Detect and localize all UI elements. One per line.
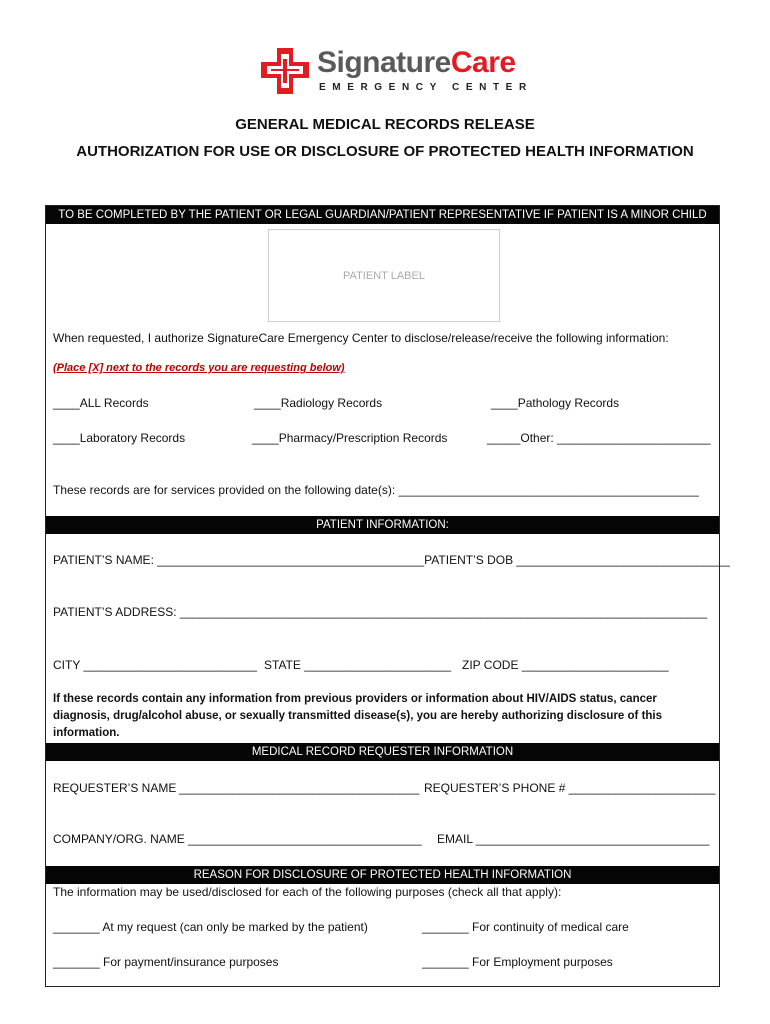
service-dates-field[interactable]: These records are for services provided on the following date(s): _____________________________________________ <box>53 483 699 497</box>
purpose-at-my-request[interactable]: _______ At my request (can only be marked by the patient) <box>53 920 368 934</box>
section-header-patient-info: PATIENT INFORMATION: <box>46 516 719 534</box>
patient-name-dob-field[interactable]: PATIENT’S NAME: ________________________________________PATIENT’S DOB ________________________________ <box>53 553 730 567</box>
company-name-field[interactable]: COMPANY/ORG. NAME ___________________________________ <box>53 832 422 846</box>
red-cross-icon <box>259 46 311 96</box>
authorization-statement: When requested, I authorize SignatureCare Emergency Center to disclose/release/receive the following information: <box>53 331 669 345</box>
section-header-disclosure-reason: REASON FOR DISCLOSURE OF PROTECTED HEALTH INFORMATION <box>46 866 719 884</box>
all-records-field[interactable]: ____ALL Records <box>53 396 149 410</box>
signaturecare-logo <box>259 46 533 98</box>
document-subtitle: AUTHORIZATION FOR USE OR DISCLOSURE OF PROTECTED HEALTH INFORMATION <box>76 143 694 160</box>
patient-label-box <box>268 229 500 322</box>
pharmacy-records-field[interactable]: ____Pharmacy/Prescription Records <box>252 431 448 445</box>
sensitive-info-disclosure-note: If these records contain any information from previous providers or information about HIV/AIDS status, cancer diagnosis, drug/alcohol abuse, or sexually transmitted disease(s), you are hereby authorizing disclosure of this information. <box>53 693 663 739</box>
logo-wordmark <box>317 46 516 80</box>
purpose-employment[interactable]: _______ For Employment purposes <box>422 955 613 969</box>
requester-name-label: REQUESTER’S NAME <box>53 781 177 795</box>
purpose-continuity-of-care[interactable]: _______ For continuity of medical care <box>422 920 629 934</box>
section-header-completion: TO BE COMPLETED BY THE PATIENT OR LEGAL GUARDIAN/PATIENT REPRESENTATIVE IF PATIENT IS A MINOR CHILD <box>46 206 719 224</box>
purpose-payment-insurance[interactable]: _______ For payment/insurance purposes <box>53 955 279 969</box>
logo-brand-care: Care <box>450 46 516 79</box>
requester-name-field[interactable]: ____________________________________ <box>179 781 420 795</box>
email-field[interactable]: EMAIL ___________________________________ <box>437 832 710 846</box>
document-title: GENERAL MEDICAL RECORDS RELEASE <box>235 116 535 133</box>
pathology-records-field[interactable]: ____Pathology Records <box>491 396 620 410</box>
other-records-field[interactable]: _____Other: _______________________ <box>487 431 711 445</box>
zip-code-field[interactable]: ZIP CODE ______________________ <box>462 658 669 672</box>
logo-tagline: EMERGENCY CENTER <box>319 82 533 93</box>
section-header-requester-info: MEDICAL RECORD REQUESTER INFORMATION <box>46 743 719 761</box>
purpose-intro: The information may be used/disclosed for each of the following purposes (check all that apply): <box>53 885 562 899</box>
city-field[interactable]: CITY __________________________ <box>53 658 257 672</box>
requester-phone-field[interactable]: REQUESTER’S PHONE # ______________________ <box>424 781 716 795</box>
instruction-text: (Place [X] next to the records you are requesting below) <box>53 362 345 374</box>
logo-brand-signature: Signature <box>317 46 451 79</box>
release-form <box>45 205 730 987</box>
state-field[interactable]: STATE ______________________ <box>264 658 452 672</box>
patient-label-placeholder: PATIENT LABEL <box>343 269 425 282</box>
patient-address-field[interactable]: PATIENT’S ADDRESS: _______________________________________________________________________________ <box>53 605 708 619</box>
laboratory-records-field[interactable]: ____Laboratory Records <box>53 431 186 445</box>
radiology-records-field[interactable]: ____Radiology Records <box>254 396 383 410</box>
